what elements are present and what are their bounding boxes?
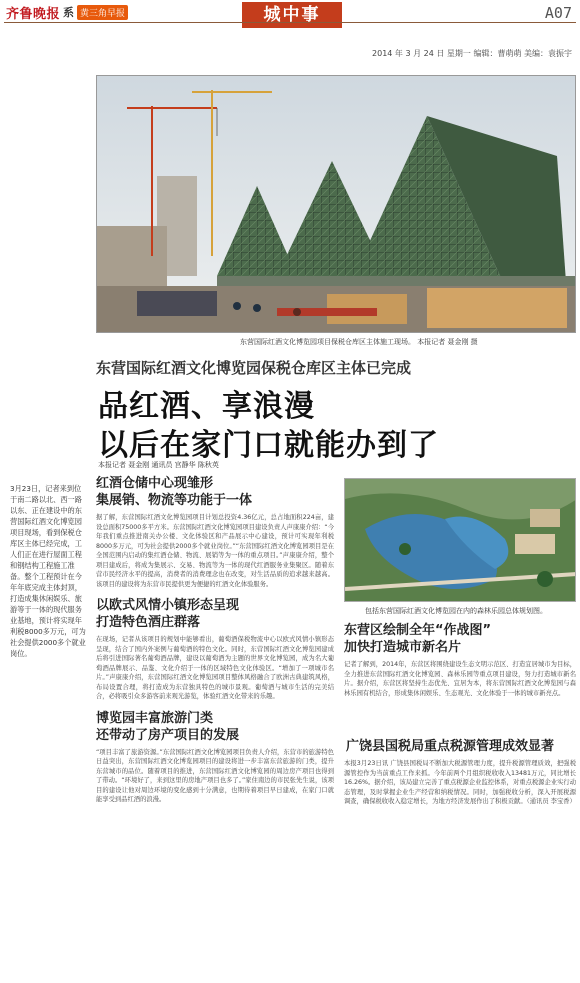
top-rule (4, 22, 576, 23)
tax-news-box (344, 735, 576, 807)
tax-news-title: 广饶县国税局重点税源管理成效显著 (346, 739, 555, 754)
construction-photo-illustration (97, 76, 576, 333)
brand (6, 3, 128, 21)
map-caption: 包括东营国际红酒文化博览园在内的森林乐园总体规划图。 (365, 607, 547, 615)
section-1-title-2: 集展销、物流等功能于一体 (96, 493, 253, 508)
sidebar-title-2: 加快打造城市新名片 (344, 640, 462, 655)
section-1-title-1: 红酒仓储中心现雏形 (96, 476, 214, 491)
section-2-title-1: 以欧式风情小镇形态呈现 (96, 598, 240, 613)
section-3-title-1: 博览园丰富旅游门类 (96, 710, 214, 726)
headline-line-2: 以后在家门口就能办到了 (98, 428, 439, 463)
sidebar-text: 记者了解到，2014年，东营区将围绕建设生态文明示范区、打造宜居城市为目标，全力推进东营国际红酒文化博览园、森林乐园等重点项目建设，努力打造城市新名片。据介绍，东营区将坚持生态优先、宜居为本，将东营国际红酒文化博览园与森林乐园有机结合，形成集休闲娱乐、生态观光、文化体验于一体的城市新亮点。 (344, 661, 576, 697)
page-number: A07 (544, 4, 572, 22)
byline: 本报记者 聂金刚 通讯员 宫静华 陈秋英 (98, 461, 219, 469)
section-title: 城中事 (242, 2, 342, 28)
hero-photo (96, 75, 576, 333)
section-3-text: “项目丰富了旅游资源。”东营国际红酒文化博览园项目负责人介绍，东营市的旅游特色日益突出，东营国际红酒文化博览园项目的建设将进一步丰富东营旅游的门类，提升东营城市的品位。随着项目的推进，东营国际红酒文化博览园的周边房产项目也得到了带动。“环境好了，来到这里的房地产项目也多了。”家住南边的市民张先生说，该项目的建设让他对周边环境的变化感到十分满意，也期待着项目早日建成，在家门口就能享受到品红酒的浪漫。 (96, 748, 334, 803)
master-plan-map (344, 478, 576, 602)
brand-logo: 齐鲁晚报 (6, 6, 61, 22)
masthead (0, 0, 580, 40)
article-body (96, 475, 334, 805)
dateline: 2014 年 3 月 24 日 星期一 编辑：曹萌萌 美编：袁振宇 (372, 49, 572, 58)
section-3-title-2: 还带动了房产项目的发展 (96, 727, 240, 743)
headline-line-1: 品红酒、享浪漫 (98, 389, 315, 424)
plan-illustration (345, 479, 576, 602)
lead-paragraph: 3月23日，记者来到位于南二路以北、西一路以东、正在建设中的东营国际红酒文化博览园项目现场，看到保税仓库区主体已经完成，工人们正在进行屋面工程和钢结构工程施工准备。整个工程预计在今年年底完成主体封顶，打造成集休闲娱乐、旅游等于一体的现代服务业基地，预计将实现年利税8000多万元，可为社会提供2000多个就业岗位。 (10, 484, 86, 658)
section-2-title-2: 打造特色酒庄群落 (96, 615, 201, 630)
tax-news-text: 本报3月23日讯 广饶县国税局不断加大税源管理力度，提升税源管理质效，把强税源管控作为当前重点工作来抓。今年前两个月组织税收收入13481万元，同比增长16.26%。据介绍，该局建立完善了重点税源企业监控体系，对重点税源企业实行动态管理，及时掌握企业生产经营和纳税情况。同时，加强税收分析，深入开展税源调查，确保税收收入稳定增长，为地方经济发展作出了积极贡献。（通讯员 李宝香） (344, 760, 576, 805)
section-2-text: 在现场，记者从该项目的规划中能够看出，葡萄酒保税物流中心以欧式风情小镇形态呈现，结合了国内外案例与葡萄酒的特色文化。同时，东营国际红酒文化博览园建成后将引进国际著名葡萄酒品牌，建设以葡萄酒为主题的世界文化博览园，成为名大葡萄酒品牌展示、品鉴、文化介绍于一体的区域特色文化体验区。“增加了一项城市名片。”声康康介绍，东营国际红酒文化博览园项目整体风格融合了欧洲古典建筑风格，布局设置合理，将打造成为东营独具特色的城市景观。葡萄酒与城市生活的完美结合，必将吸引众多游客前来观光游览，体验红酒文化带来的乐趣。 (96, 636, 334, 700)
sidebar-title-1: 东营区绘制全年“作战图” (344, 623, 492, 638)
section-1-text: 据了解，东营国际红酒文化博览园项目计划总投资4.36亿元，总占地面积224亩，建设总面积75000多平方米。东营国际红酒文化博览园项目建设负责人声康康介绍：“今年我们重点推进南关办公楼、文化体验区和产品展示中心建设，预计可实现年利税8000多万元，可为社会提供2000多个就业岗位。”“东营国际红酒文化博览园项目是在全国范围内启动的集红酒仓储、物流、展销等为一体的重点项目。”声康康介绍，整个项目建成后，将成为集展示、交易、物流等为一体的现代红酒服务业集聚区。随着东营市民经济水平的提高，消费者的消费理念也在改变，对生活品质的追求越来越高。该项目的建设将为东营市民提供更为便捷的红酒文化体验服务。 (96, 514, 334, 588)
article-kicker: 东营国际红酒文化博览园保税仓库区主体已完成 (96, 359, 412, 377)
brand-sub: 系 (63, 6, 75, 19)
hero-caption: 东营国际红酒文化博览园项目保税仓库区主体施工现场。 本报记者 聂金刚 摄 (240, 338, 478, 346)
sidebar-article (344, 622, 576, 698)
brand-tag: 黄三角早报 (77, 5, 128, 20)
